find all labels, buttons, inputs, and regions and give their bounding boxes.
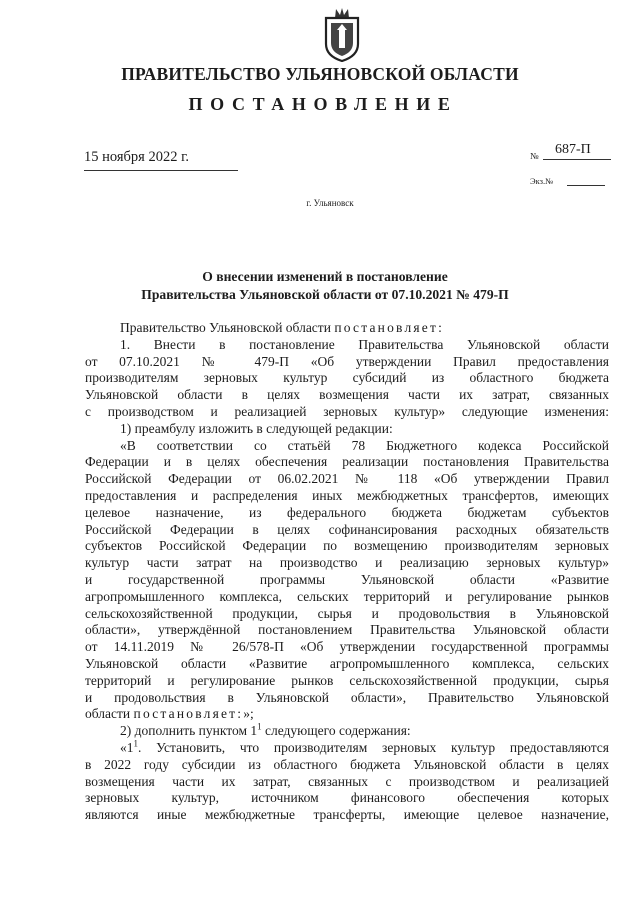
text-line: области», утверждённой постановлением Правительства Ульяновской области — [85, 622, 609, 638]
superscript: 1 — [133, 739, 138, 749]
decree-date: 15 ноября 2022 г. — [84, 149, 190, 165]
text-line: «В соответствии со статьёй 78 Бюджетного кодекса Российской — [120, 437, 609, 453]
text-fragment: 2) дополнить пунктом 1 — [120, 723, 258, 739]
text-fragment: области — [85, 706, 134, 722]
text-line: Ульяновской области «Развитие агропромышленного комплекса, сельских — [85, 655, 609, 671]
text-line: являются иные межбюджетные трансферты, имеющие целевое назначение, — [85, 807, 609, 823]
text-line — [85, 740, 609, 757]
text-fragment: следующего содержания: — [261, 723, 411, 739]
text-fragment: Правительство Ульяновской области — [120, 320, 335, 335]
text-line: культур части затрат на производство и реализацию зерновых культур» — [85, 555, 609, 571]
document-body — [85, 320, 609, 824]
spaced-text: постановляет: — [334, 320, 445, 335]
text-line — [85, 723, 609, 740]
copy-label: Экз.№ — [530, 176, 554, 186]
title-line: О внесении изменений в постановление — [202, 269, 448, 284]
date-underline — [84, 170, 238, 171]
text-line — [85, 320, 609, 337]
text-line: Ульяновской области в целях возмещения части их затрат, связанных — [85, 387, 609, 403]
title-line: Правительства Ульяновской области от 07.10.2021 № 479-П — [141, 286, 509, 302]
text-line: и продовольствия в Ульяновской области», Правительство Ульяновской — [85, 689, 609, 705]
text-line: от 07.10.2021 № 479-П «Об утверждении Правил предоставления — [85, 353, 609, 369]
city: г. Ульяновск — [306, 198, 354, 208]
text-line — [85, 706, 609, 723]
document-type: ПОСТАНОВЛЕНИЕ — [188, 94, 458, 114]
text-fragment: . Установить, что производителям зерновых культур предоставляются — [138, 739, 609, 755]
text-fragment: »; — [243, 706, 254, 722]
decree-number: 687-П — [555, 142, 591, 157]
text-line: территорий и регулирование рынков сельскохозяйственной продукции, сырья — [85, 672, 609, 688]
copy-underline — [567, 185, 605, 186]
text-line: 1) преамбулу изложить в следующей редакции: — [120, 420, 393, 436]
text-line: предоставления и распределения иных межбюджетных трансфертов, имеющих — [85, 487, 609, 503]
government-name: ПРАВИТЕЛЬСТВО УЛЬЯНОВСКОЙ ОБЛАСТИ — [121, 64, 519, 84]
number-underline — [543, 159, 611, 160]
text-line: 1. Внести в постановление Правительства Ульяновской области — [120, 336, 609, 352]
text-fragment: «1 — [120, 739, 134, 755]
text-line: Российской Федерации от 06.02.2021 № 118 «Об утверждении Правил — [85, 471, 609, 487]
text-line: Федерации и в целях обеспечения реализации постановления Правительства — [85, 454, 609, 470]
spaced-text: постановляет: — [133, 706, 244, 722]
text-line: агропромышленного комплекса, сельских территорий и регулирование рынков — [85, 588, 609, 604]
text-line: субъектов Российской Федерации по возмещению производителям зерновых — [85, 538, 609, 554]
document-title — [0, 268, 640, 303]
text-line: зерновых культур, источником финансового обеспечения которых — [85, 790, 609, 806]
text-line: целевое назначение, из федерального бюджета бюджетам субъектов — [85, 504, 609, 520]
text-line: от 14.11.2019 № 26/578-П «Об утверждении государственной программы — [85, 639, 609, 655]
superscript: 1 — [257, 723, 262, 732]
number-label: № — [530, 151, 539, 161]
text-line: в 2022 году субсидии из областного бюджета Ульяновской области в целях — [85, 756, 609, 772]
text-line: Российской Федерации в целях софинансирования расходных обязательств — [85, 521, 609, 537]
coat-of-arms-icon — [324, 6, 360, 62]
text-line: сельскохозяйственной продукции, сырья и продовольствия в Ульяновской — [85, 605, 609, 621]
text-line: возмещения части их затрат, связанных с производством и реализацией — [85, 773, 609, 789]
text-line: и государственной программы Ульяновской области «Развитие — [85, 571, 609, 587]
text-line: производителям зерновых культур субсидий из областного бюджета — [85, 370, 609, 386]
text-line: с производством и реализацией зерновых культур» следующие изменения: — [85, 403, 609, 419]
